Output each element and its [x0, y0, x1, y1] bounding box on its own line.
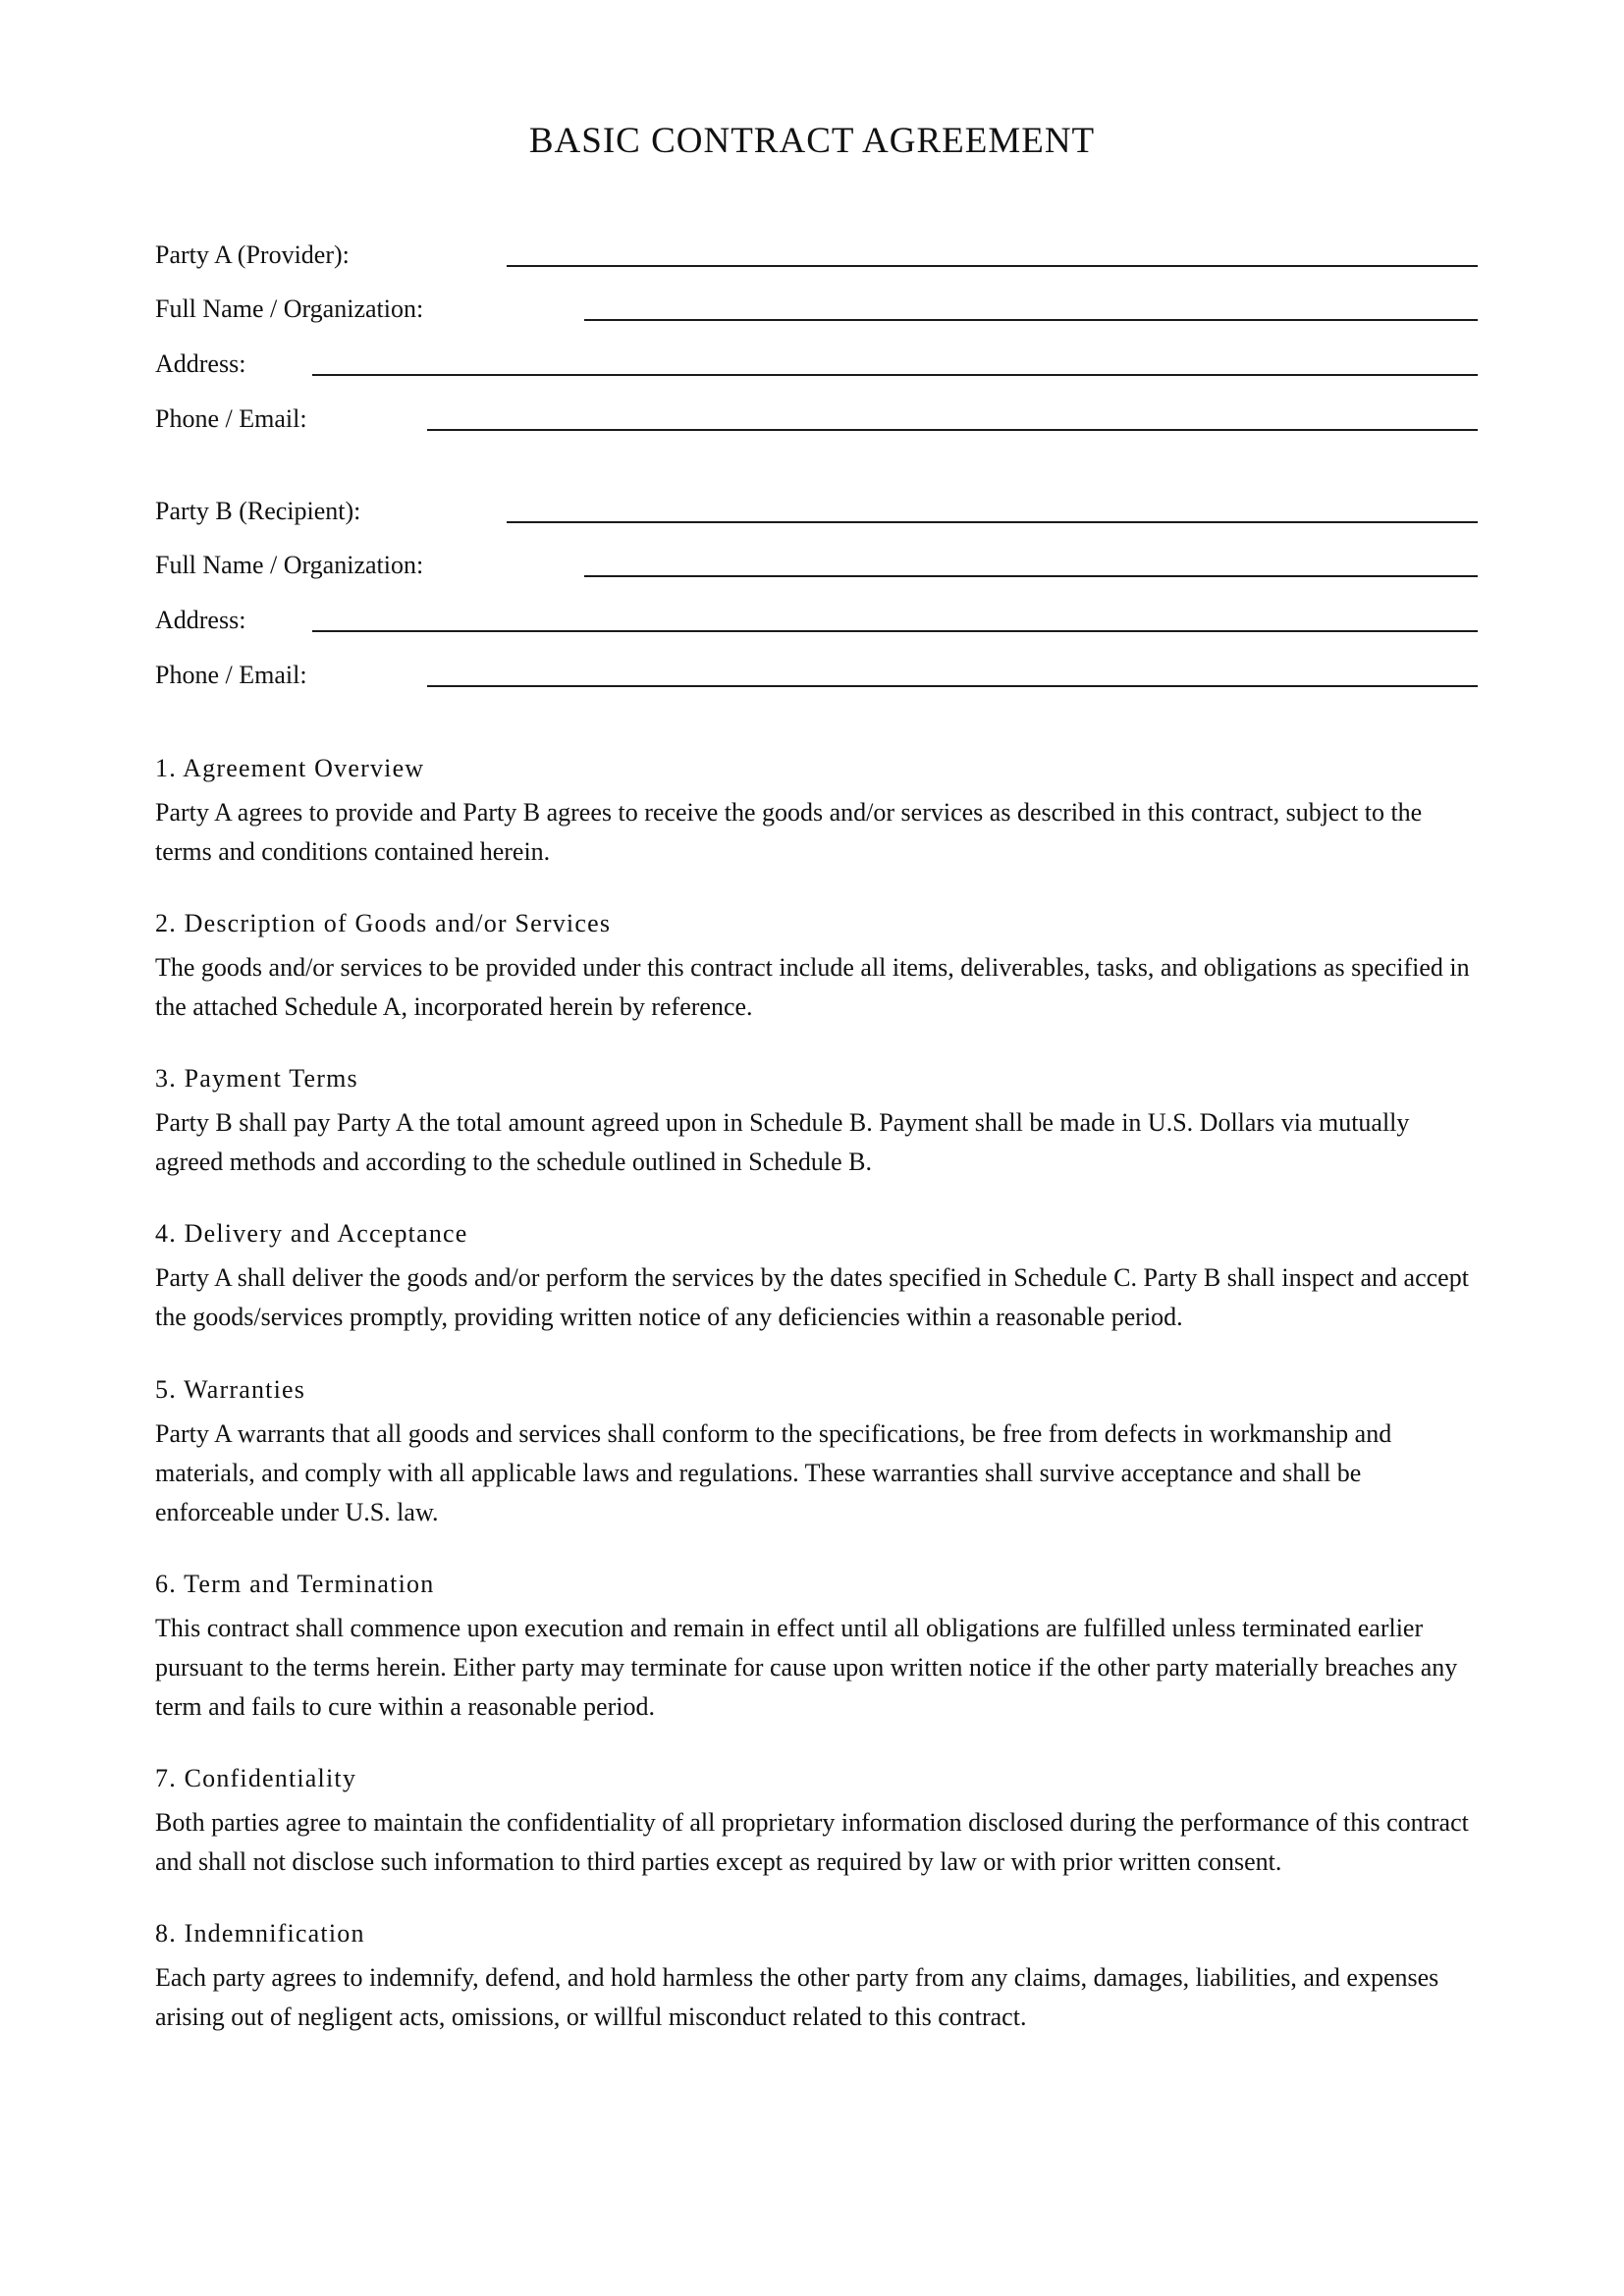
section-body: Party A agrees to provide and Party B agrees to receive the goods and/or services as described in this contract, subject to the terms and conditions contained herein. [155, 798, 1423, 866]
section-heading: 7. Confidentiality [155, 1764, 357, 1792]
party-b-address-label: Address: [155, 606, 246, 634]
party-a-provider-line[interactable] [507, 265, 1478, 267]
party-a-address-line[interactable] [312, 374, 1478, 376]
section-payment-terms [155, 1060, 1481, 1182]
section-heading: 8. Indemnification [155, 1919, 365, 1948]
section-indemnification [155, 1915, 1481, 2037]
party-a-address-field[interactable] [155, 345, 1478, 384]
section-delivery-acceptance [155, 1215, 1481, 1337]
party-a-contact-field[interactable] [155, 400, 1478, 439]
section-confidentiality [155, 1760, 1481, 1882]
section-body: Party A warrants that all goods and services shall conform to the specifications, be free from defects in workmanship and materials, and comply with all applicable laws and regulations. These warranties shall survive acceptance and shall be enforceable under U.S. law. [155, 1419, 1392, 1526]
party-a-name-line[interactable] [584, 319, 1478, 321]
section-heading: 3. Payment Terms [155, 1064, 358, 1093]
party-b-name-field[interactable] [155, 546, 1478, 585]
section-body: The goods and/or services to be provided under this contract include all items, deliverables, tasks, and obligations as specified in the attached Schedule A, incorporated herein by reference. [155, 953, 1470, 1021]
section-body: Both parties agree to maintain the confidentiality of all proprietary information disclosed during the performance of this contract and shall not disclose such information to third parties except as required by law or with prior written consent. [155, 1808, 1469, 1876]
section-heading: 2. Description of Goods and/or Services [155, 909, 612, 937]
party-a-name-label: Full Name / Organization: [155, 294, 424, 323]
section-body: Party B shall pay Party A the total amount agreed upon in Schedule B. Payment shall be made in U.S. Dollars via mutually agreed methods and according to the schedule outlined in Schedule B. [155, 1108, 1410, 1176]
section-warranties [155, 1371, 1481, 1532]
party-b-name-line[interactable] [584, 575, 1478, 577]
section-agreement-overview [155, 750, 1481, 872]
document-title: BASIC CONTRACT AGREEMENT [528, 121, 1096, 161]
party-b-address-line[interactable] [312, 630, 1478, 632]
party-b-contact-field[interactable] [155, 656, 1478, 695]
party-a-heading: Party A (Provider): [155, 240, 350, 269]
section-body: Each party agrees to indemnify, defend, and hold harmless the other party from any claims, damages, liabilities, and expenses arising out of negligent acts, omissions, or willful misconduct related to this contract. [155, 1963, 1439, 2031]
party-a-address-label: Address: [155, 349, 246, 378]
party-b-recipient-field[interactable] [155, 492, 1478, 531]
party-b-contact-line[interactable] [427, 685, 1478, 687]
party-a-contact-label: Phone / Email: [155, 404, 307, 433]
party-b-name-label: Full Name / Organization: [155, 551, 424, 579]
section-heading: 1. Agreement Overview [155, 754, 425, 782]
section-heading: 5. Warranties [155, 1375, 306, 1404]
party-a-contact-line[interactable] [427, 429, 1478, 431]
party-b-contact-label: Phone / Email: [155, 661, 307, 689]
party-b-address-field[interactable] [155, 601, 1478, 640]
party-b-recipient-line[interactable] [507, 521, 1478, 523]
section-term-termination [155, 1566, 1481, 1727]
section-body: This contract shall commence upon execution and remain in effect until all obligations are fulfilled unless terminated earlier pursuant to the terms herein. Either party may terminate for cause upon written notice if the other party materially breaches any term and fails to cure within a reasonable period. [155, 1614, 1458, 1721]
section-heading: 4. Delivery and Acceptance [155, 1219, 468, 1248]
party-a-provider-field[interactable] [155, 236, 1478, 275]
party-b-heading: Party B (Recipient): [155, 497, 361, 525]
section-body: Party A shall deliver the goods and/or perform the services by the dates specified in Schedule C. Party B shall inspect and accept the goods/services promptly, providing written notice of any deficiencies within a reasonable period. [155, 1263, 1469, 1331]
section-heading: 6. Term and Termination [155, 1570, 435, 1598]
section-goods-services [155, 905, 1481, 1027]
party-a-name-field[interactable] [155, 290, 1478, 329]
